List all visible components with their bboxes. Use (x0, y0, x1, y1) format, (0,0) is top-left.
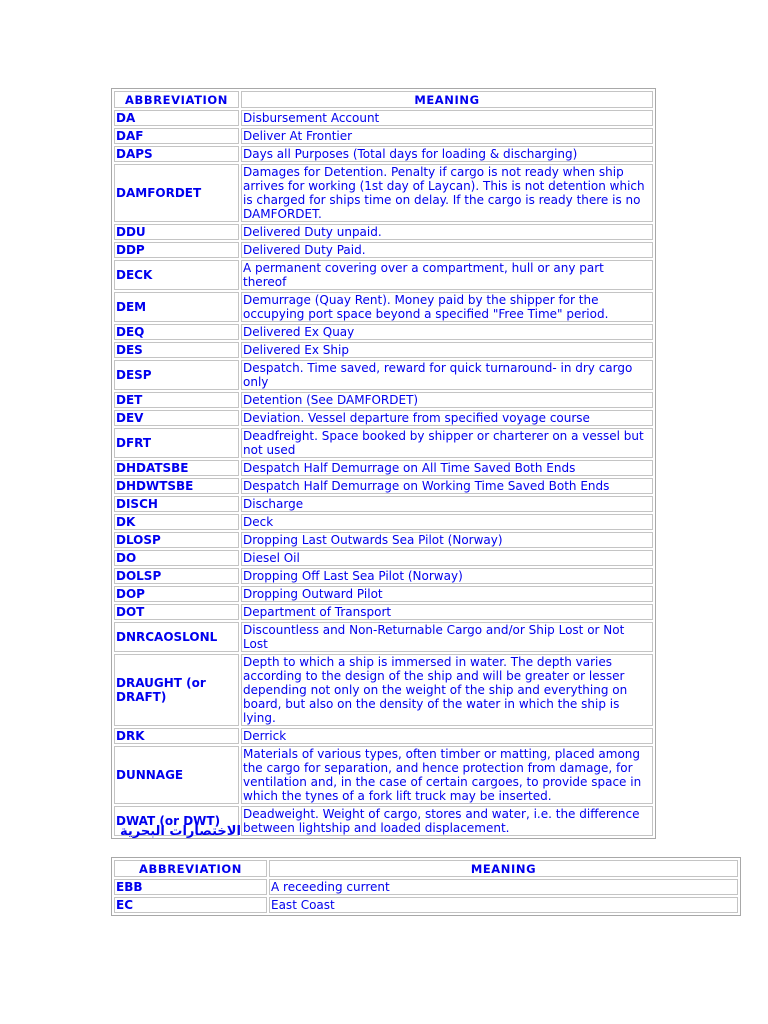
table-row (114, 879, 738, 895)
abbreviation-cell: DEQ (114, 324, 239, 340)
abbreviation-cell: DECK (114, 260, 239, 290)
abbreviation-cell: DOLSP (114, 568, 239, 584)
table-row (114, 260, 653, 290)
meaning-cell: Delivered Duty unpaid. (241, 224, 653, 240)
abbreviation-cell: DLOSP (114, 532, 239, 548)
abbreviation-cell: DESP (114, 360, 239, 390)
table-row (114, 164, 653, 222)
meaning-cell: Materials of various types, often timber or matting, placed among the cargo for separation, and hence protection from damage, for ventilation and, in the case of certain cargoes, to provide space in which the tynes of a fork lift truck may be inserted. (241, 746, 653, 804)
table-row (114, 622, 653, 652)
abbreviation-cell: DISCH (114, 496, 239, 512)
table-row (114, 242, 653, 258)
table-row (114, 532, 653, 548)
abbreviation-cell: DHDWTSBE (114, 478, 239, 494)
meaning-cell: Delivered Duty Paid. (241, 242, 653, 258)
meaning-cell: Delivered Ex Ship (241, 342, 653, 358)
abbreviation-cell: DFRT (114, 428, 239, 458)
abbreviation-cell: DEV (114, 410, 239, 426)
abbreviation-cell: DRK (114, 728, 239, 744)
meaning-cell: Diesel Oil (241, 550, 653, 566)
table-header-row (114, 91, 653, 108)
table-row (114, 392, 653, 408)
meaning-cell: Derrick (241, 728, 653, 744)
meaning-cell: Deviation. Vessel departure from specified voyage course (241, 410, 653, 426)
table-row (114, 360, 653, 390)
table-row (114, 728, 653, 744)
abbreviation-cell: DWAT (or DWT) (114, 806, 239, 836)
table-row (114, 110, 653, 126)
table-row (114, 496, 653, 512)
table-row (114, 604, 653, 620)
abbreviation-column-header: ABBREVIATION (114, 860, 267, 877)
meaning-cell: Disbursement Account (241, 110, 653, 126)
table-row (114, 586, 653, 602)
meaning-cell: Despatch. Time saved, reward for quick turnaround- in dry cargo only (241, 360, 653, 390)
abbreviations-table-e (111, 857, 741, 916)
meaning-cell: Deadweight. Weight of cargo, stores and water, i.e. the difference between lightship and loaded displacement. (241, 806, 653, 836)
meaning-cell: Despatch Half Demurrage on Working Time Saved Both Ends (241, 478, 653, 494)
meaning-cell: Delivered Ex Quay (241, 324, 653, 340)
meaning-cell: Demurrage (Quay Rent). Money paid by the shipper for the occupying port space beyond a specified "Free Time" period. (241, 292, 653, 322)
table-row (114, 428, 653, 458)
abbreviation-cell: DNRCAOSLONL (114, 622, 239, 652)
table-row (114, 324, 653, 340)
meaning-cell: East Coast (269, 897, 738, 913)
meaning-cell: Discountless and Non-Returnable Cargo and/or Ship Lost or Not Lost (241, 622, 653, 652)
abbreviation-cell: DOT (114, 604, 239, 620)
table-row (114, 478, 653, 494)
meaning-cell: Depth to which a ship is immersed in water. The depth varies according to the design of the ship and will be greater or lesser depending not only on the weight of the ship and everything on board, but also on the density of the water in which the ship is lying. (241, 654, 653, 726)
meaning-cell: Dropping Off Last Sea Pilot (Norway) (241, 568, 653, 584)
meaning-cell: Dropping Last Outwards Sea Pilot (Norway) (241, 532, 653, 548)
abbreviation-cell: EBB (114, 879, 267, 895)
abbreviation-cell: DA (114, 110, 239, 126)
table-row (114, 654, 653, 726)
abbreviation-cell: DOP (114, 586, 239, 602)
section-heading-arabic: الاختصارات البحرية (120, 824, 241, 839)
table-row (114, 746, 653, 804)
table-row (114, 146, 653, 162)
table-row (114, 550, 653, 566)
meaning-column-header: MEANING (269, 860, 738, 877)
abbreviation-cell: DAF (114, 128, 239, 144)
table-body (114, 879, 738, 913)
meaning-cell: Deck (241, 514, 653, 530)
table-body (114, 110, 653, 836)
meaning-cell: Despatch Half Demurrage on All Time Saved Both Ends (241, 460, 653, 476)
meaning-cell: Deadfreight. Space booked by shipper or charterer on a vessel but not used (241, 428, 653, 458)
abbreviation-column-header: ABBREVIATION (114, 91, 239, 108)
table-row (114, 460, 653, 476)
abbreviation-cell: DAPS (114, 146, 239, 162)
abbreviation-cell: DES (114, 342, 239, 358)
abbreviations-table-d (111, 88, 656, 839)
abbreviation-cell: DK (114, 514, 239, 530)
table-row (114, 292, 653, 322)
table-row (114, 568, 653, 584)
table-row (114, 410, 653, 426)
abbreviation-cell: EC (114, 897, 267, 913)
table-row (114, 224, 653, 240)
abbreviation-cell: DDU (114, 224, 239, 240)
meaning-cell: A receeding current (269, 879, 738, 895)
table-row (114, 128, 653, 144)
table-header-row (114, 860, 738, 877)
abbreviation-cell: DEM (114, 292, 239, 322)
table-row (114, 514, 653, 530)
abbreviation-cell: DUNNAGE (114, 746, 239, 804)
table-row (114, 342, 653, 358)
meaning-cell: Damages for Detention. Penalty if cargo is not ready when ship arrives for working (1st day of Laycan). This is not detention which is charged for ships time on delay. If the cargo is ready there is no DAMFORDET. (241, 164, 653, 222)
meaning-cell: Discharge (241, 496, 653, 512)
abbreviation-cell: DRAUGHT (or DRAFT) (114, 654, 239, 726)
meaning-cell: Detention (See DAMFORDET) (241, 392, 653, 408)
meaning-cell: A permanent covering over a compartment, hull or any part thereof (241, 260, 653, 290)
table-row (114, 897, 738, 913)
meaning-cell: Department of Transport (241, 604, 653, 620)
abbreviation-cell: DAMFORDET (114, 164, 239, 222)
meaning-cell: Deliver At Frontier (241, 128, 653, 144)
abbreviation-cell: DET (114, 392, 239, 408)
meaning-cell: Dropping Outward Pilot (241, 586, 653, 602)
meaning-cell: Days all Purposes (Total days for loading & discharging) (241, 146, 653, 162)
abbreviation-cell: DO (114, 550, 239, 566)
abbreviation-cell: DHDATSBE (114, 460, 239, 476)
meaning-column-header: MEANING (241, 91, 653, 108)
abbreviation-cell: DDP (114, 242, 239, 258)
